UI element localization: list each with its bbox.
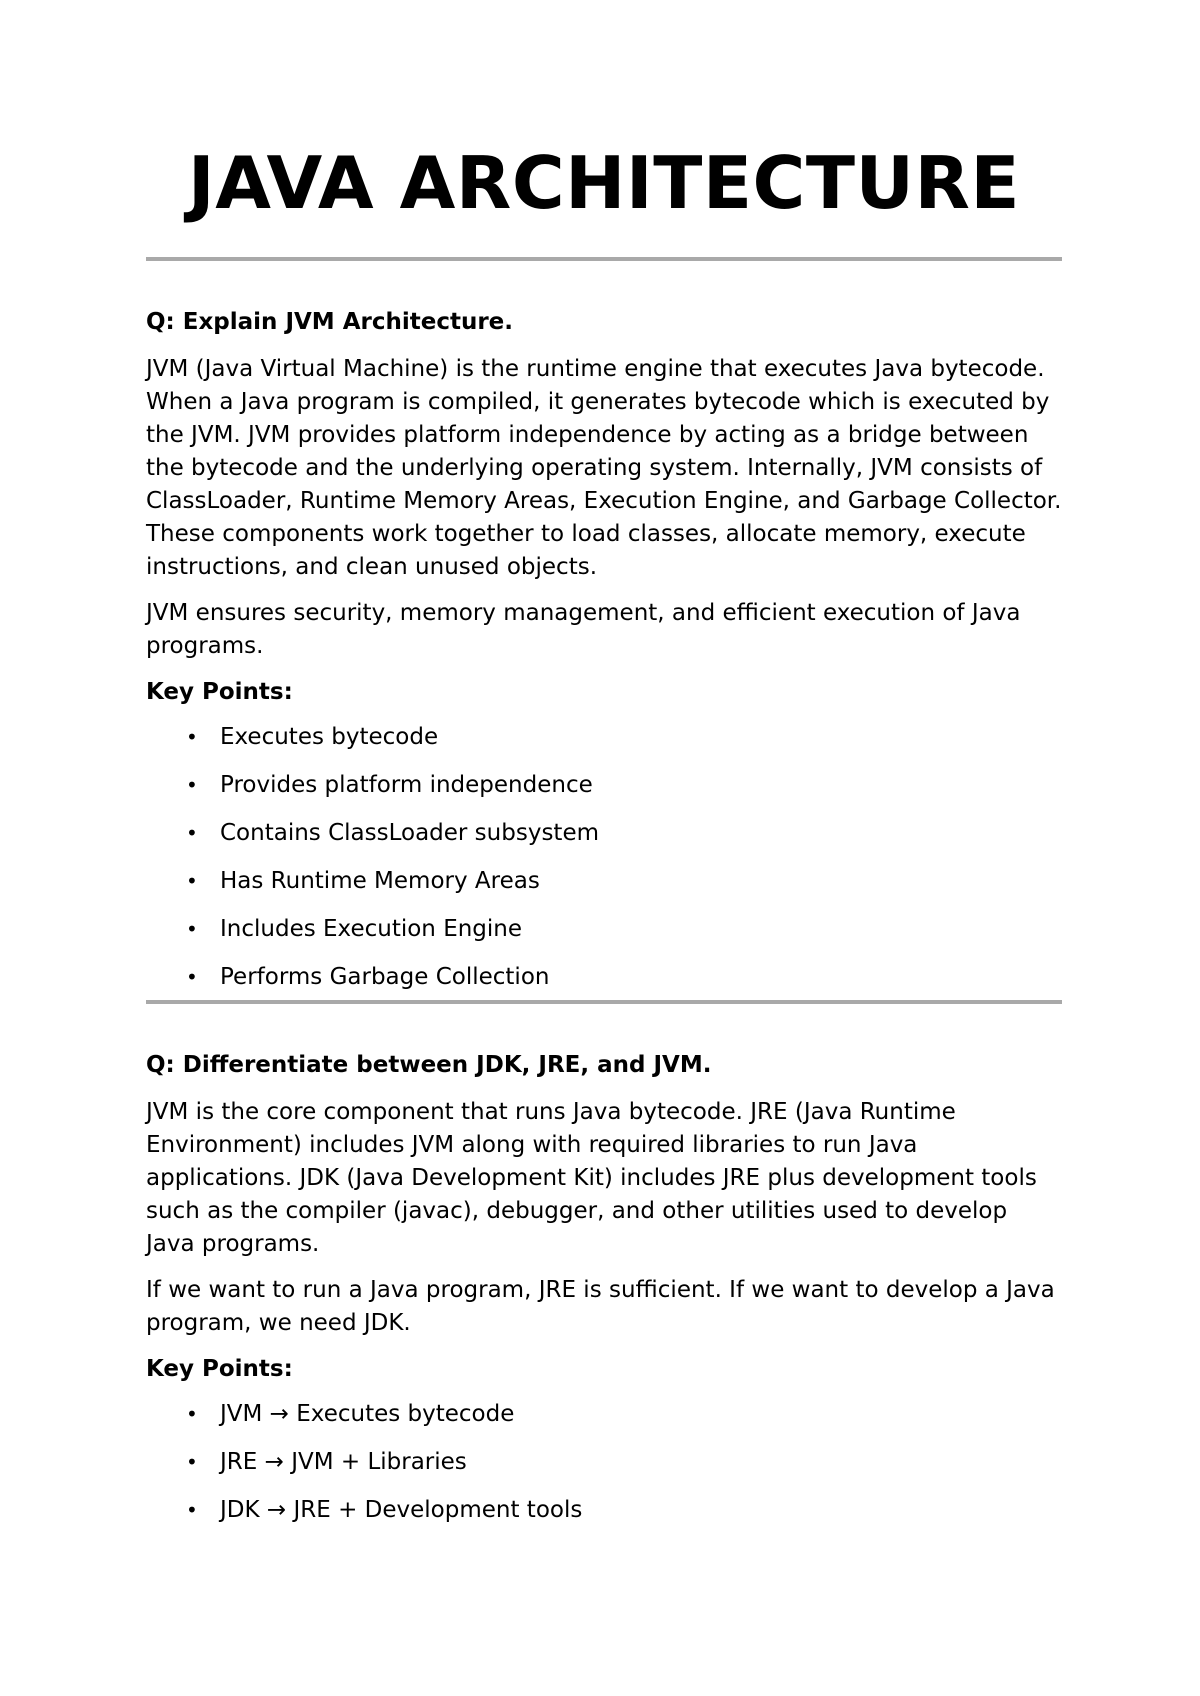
answer-paragraph: If we want to run a Java program, JRE is sufficient. If we want to develop a Java program, we need JDK.	[146, 1277, 1055, 1336]
question-heading: Q: Differentiate between JDK, JRE, and JVM.	[146, 1052, 712, 1078]
bullet-icon: •	[186, 965, 198, 989]
bullet-icon: •	[186, 869, 198, 893]
key-points-label: Key Points:	[146, 1356, 293, 1382]
document-page	[146, 0, 1062, 1542]
answer-paragraph: JVM ensures security, memory management, and efficient execution of Java programs.	[146, 600, 1021, 659]
answer-paragraph: JVM (Java Virtual Machine) is the runtime engine that executes Java bytecode. When a Java program is compiled, it generates bytecode which is executed by the JVM. JVM provides platform independence by acting as a bridge between the bytecode and the underlying operating system. Internally, JVM consists of ClassLoader, Runtime Memory Areas, Execution Engine, and Garbage Collector. These components work together to load classes, allocate memory, execute instructions, and clean unused objects.	[146, 356, 1062, 580]
bullet-icon: •	[186, 725, 198, 749]
section-jdk-jre-jvm	[146, 1004, 1062, 1542]
bullet-icon: •	[186, 821, 198, 845]
list-item: • Includes Execution Engine	[146, 913, 1062, 961]
list-item: • Executes bytecode	[146, 721, 1062, 769]
answer-paragraph: JVM is the core component that runs Java bytecode. JRE (Java Runtime Environment) includes JVM along with required libraries to run Java applications. JDK (Java Development Kit) includes JRE plus development tools such as the compiler (javac), debugger, and other utilities used to develop Java programs.	[146, 1099, 1037, 1257]
list-item: • JRE → JVM + Libraries	[146, 1446, 1062, 1494]
list-item: • Contains ClassLoader subsystem	[146, 817, 1062, 865]
bullet-icon: •	[186, 1402, 198, 1426]
list-item: • Has Runtime Memory Areas	[146, 865, 1062, 913]
bullet-icon: •	[186, 1450, 198, 1474]
bullet-icon: •	[186, 917, 198, 941]
section-jvm-architecture	[146, 261, 1062, 994]
key-points-label: Key Points:	[146, 679, 293, 705]
bullet-icon: •	[186, 773, 198, 797]
question-heading: Q: Explain JVM Architecture.	[146, 309, 514, 335]
list-item: • Provides platform independence	[146, 769, 1062, 817]
bullet-icon: •	[186, 1498, 198, 1522]
list-item: • Performs Garbage Collection	[146, 961, 1062, 994]
key-points-list	[146, 721, 1062, 994]
document-title: JAVA ARCHITECTURE	[187, 141, 1021, 225]
key-points-list	[146, 1398, 1062, 1542]
list-item: • JVM → Executes bytecode	[146, 1398, 1062, 1446]
list-item: • JDK → JRE + Development tools	[146, 1494, 1062, 1542]
